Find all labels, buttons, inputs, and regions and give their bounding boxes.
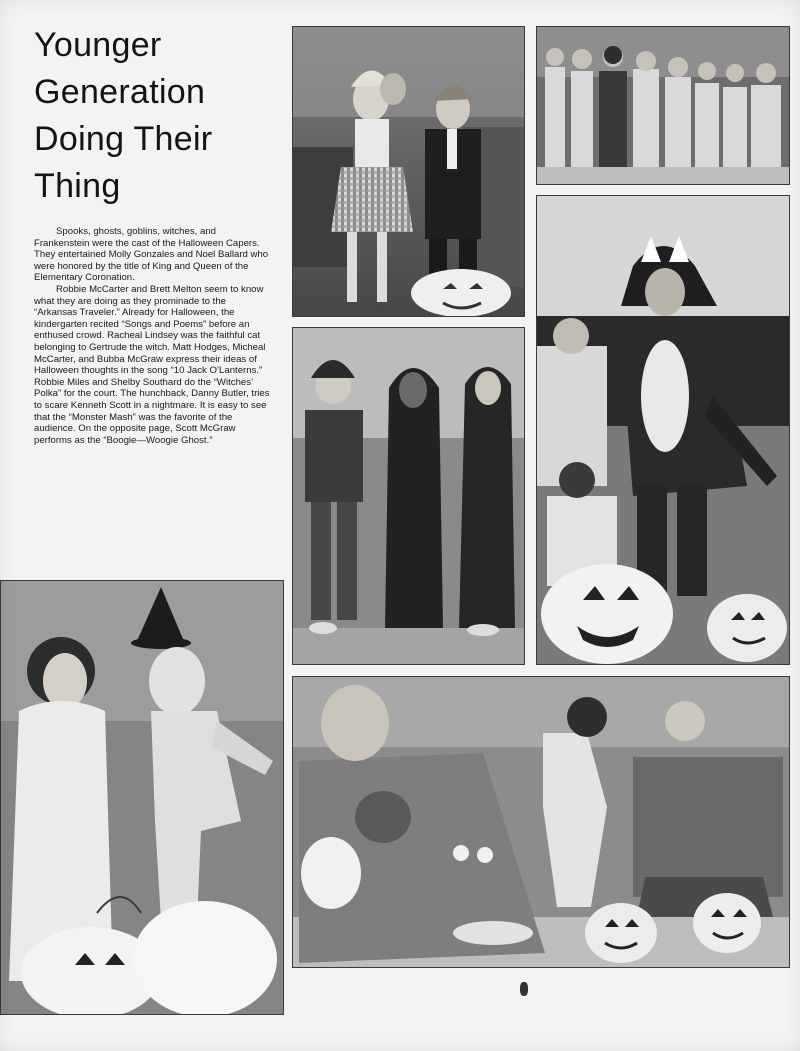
photo-witch-ghost-duo-art	[1, 581, 283, 1014]
photo-cat-costume	[536, 195, 790, 665]
article-body	[34, 226, 270, 446]
headline-line-4: Thing	[34, 167, 121, 205]
photo-couple-promenade-art	[293, 27, 524, 316]
photo-monster-mash	[292, 676, 790, 968]
photo-cat-costume-art	[537, 196, 789, 664]
body-paragraph-1: Spooks, ghosts, goblins, witches, and Frankenstein were the cast of the Halloween Capers. They entertained Molly Gonzales and Noel Ballard who were honored by the title of King and Queen of the Elementary Coronation.	[34, 226, 269, 284]
photo-three-jack-o-lanterns	[292, 327, 525, 665]
article-headline	[34, 22, 284, 210]
photo-kindergarten-line	[536, 26, 790, 185]
headline-line-1: Younger	[34, 26, 162, 64]
photo-kindergarten-line-art	[537, 27, 789, 184]
photo-monster-mash-art	[293, 677, 789, 967]
photo-witch-ghost-duo	[0, 580, 284, 1015]
print-speck	[520, 982, 528, 996]
body-paragraph-2: Robbie McCarter and Brett Melton seem to know what they are doing as they prominade to the “Arkansas Traveler.” Already for Halloween, the kindergarten recited “Songs and Poems” before an enthused crowd. Racheal Lindsey was the faithful cat belonging to Gertrude the witch. Matt Hodges, Micheal McCarter, and Bubba McGraw express their ideas of Halloween thoughts in the song “10 Jack O’Lanterns.” Robbie Miles and Shelby Southard do the “Witches’ Polka” for the court. The hunchback, Danny Butler, tries to scare Kenneth Scott in a nightmare. It is easy to see that the “Monster Mash” was the favorite of the audience. On the opposite page, Scott McGraw performs as the “Boogie—Woogie Ghost.”	[34, 283, 270, 446]
headline-line-3: Doing Their	[34, 120, 213, 158]
headline-line-2: Generation	[34, 73, 206, 111]
photo-three-jack-o-lanterns-art	[293, 328, 524, 664]
photo-couple-promenade	[292, 26, 525, 317]
